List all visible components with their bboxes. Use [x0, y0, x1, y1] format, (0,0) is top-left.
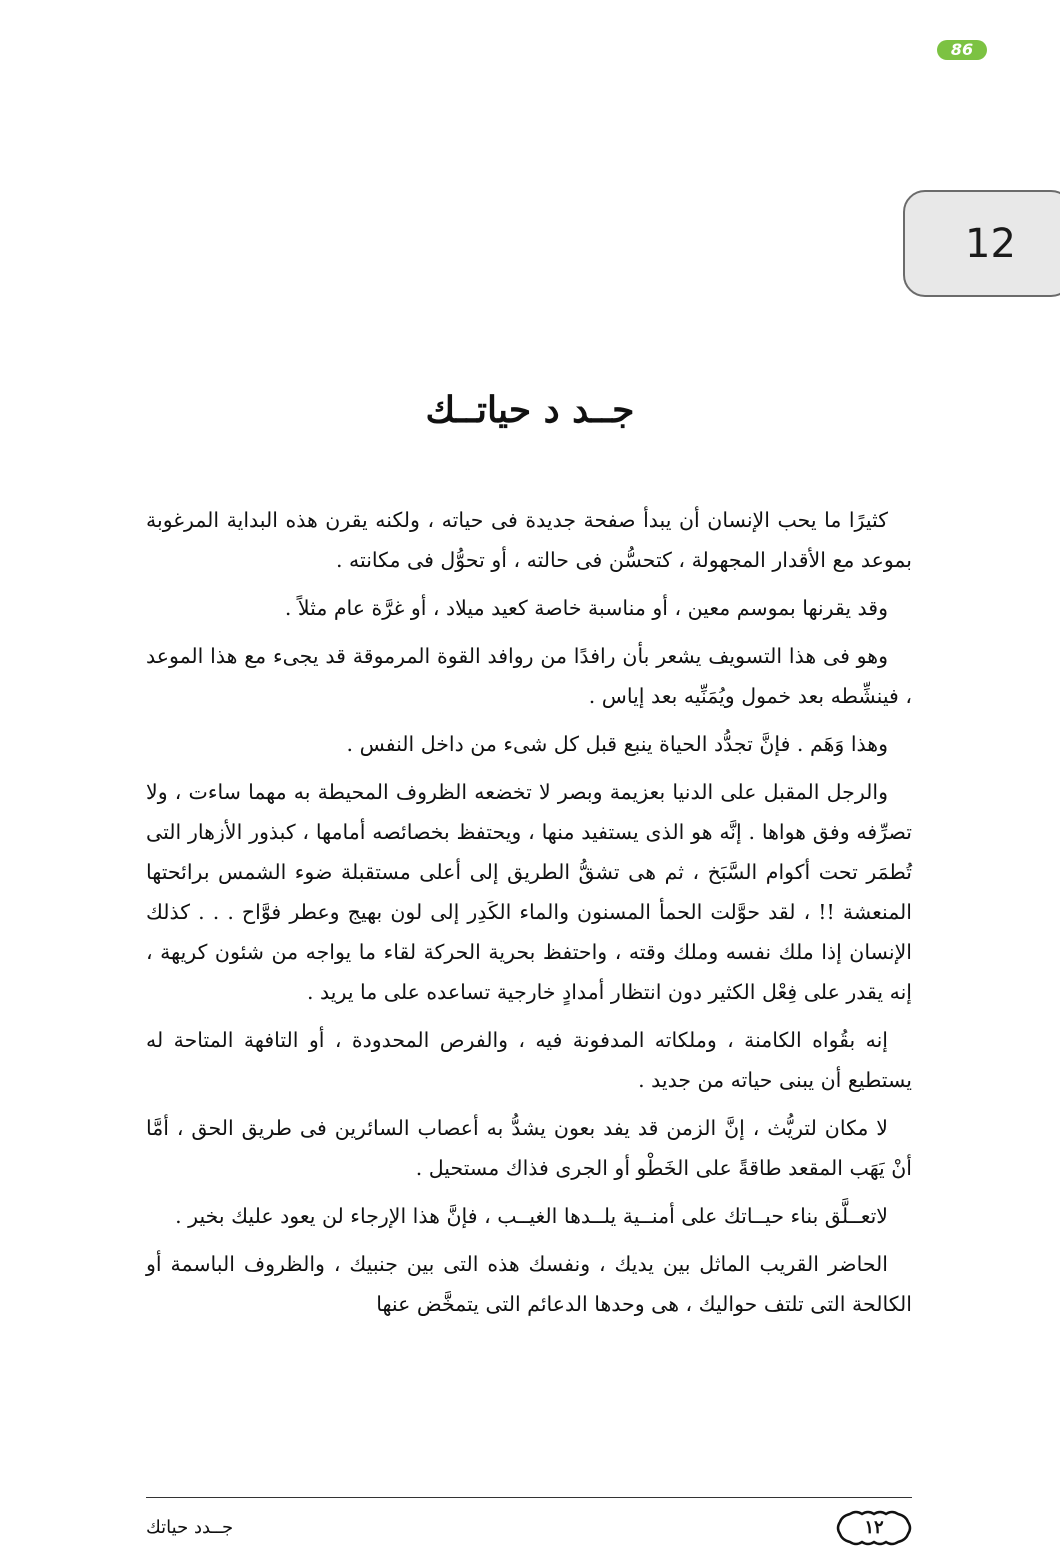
paragraph: إنه بقُواه الكامنة ، وملكاته المدفونة فيه ، والفرص المحدودة ، أو التافهة المتاحة له يستطيع أن يبنى حياته من جديد .: [146, 1028, 912, 1092]
body-text: [146, 500, 912, 1332]
page-number-badge: 86: [937, 40, 987, 60]
chapter-number: 12: [965, 221, 1016, 267]
paragraph: وقد يقرنها بموسم معين ، أو مناسبة خاصة كعيد ميلاد ، أو غرَّة عام مثلاً .: [284, 596, 888, 620]
footer-running-title: جــدد حياتك: [146, 1517, 234, 1538]
footer-page-number: ١٢: [864, 1517, 884, 1538]
paragraph: لا مكان لتريُّث ، إنَّ الزمن قد يفد بعون يشدُّ به أعصاب السائرين فى طريق الحق ، أمَّا أنْ يَهَب المقعد طاقةً على الخَطْو أو الجرى فذاك مستحيل .: [146, 1116, 912, 1180]
paragraph: والرجل المقبل على الدنيا بعزيمة وبصر لا تخضعه الظروف المحيطة به مهما ساءت ، ولا تصرِّفه وفق هواها . إنَّه هو الذى يستفيد منها ، ويحتفظ بخصائصه أمامها ، كبذور الأزهار التى تُطمَر تحت أكوام السَّبَخ ، ثم هى تشقُّ الطريق إلى أعلى مستقبلة ضوء الشمس برائحتها المنعشة !! ، لقد حوَّلت الحمأ المسنون والماء الكَدِر إلى لون بهيج وعطر فوَّاح . . . كذلك الإنسان إذا ملك نفسه وملك وقته ، واحتفظ بحرية الحركة لقاء ما يواجه من شئون كريهة ، إنه يقدر على فِعْل الكثير دون انتظار أمدادٍ خارجية تساعده على ما يريد .: [146, 780, 912, 1004]
chapter-title: جــد د حياتــك: [425, 389, 635, 431]
chapter-tab: [903, 190, 1060, 297]
paragraph: لاتعــلَّق بناء حيــاتك على أمنــية يلــدها الغيــب ، فإنَّ هذا الإرجاء لن يعود عليك بخير .: [175, 1204, 888, 1228]
paragraph: الحاضر القريب الماثل بين يديك ، ونفسك هذه التى بين جنبيك ، والظروف الباسمة أو الكالحة التى تلتف حواليك ، هى وحدها الدعائم التى يتمخَّض عنها: [146, 1252, 912, 1316]
paragraph: وهذا وَهَم . فإنَّ تجدُّد الحياة ينبع قبل كل شىء من داخل النفس .: [346, 732, 888, 756]
footer-page-ornament: [836, 1510, 912, 1546]
paragraph: كثيرًا ما يحب الإنسان أن يبدأ صفحة جديدة فى حياته ، ولكنه يقرن هذه البداية المرغوبة بموعد مع الأقدار المجهولة ، كتحسُّن فى حالته ، أو تحوُّل فى مكانته .: [146, 508, 912, 572]
footer-divider: [146, 1497, 912, 1498]
paragraph: وهو فى هذا التسويف يشعر بأن رافدًا من روافد القوة المرموقة قد يجىء مع هذا الموعد ، فينشِّطه بعد خمول ويُمَنِّيه بعد إياس .: [146, 644, 912, 708]
